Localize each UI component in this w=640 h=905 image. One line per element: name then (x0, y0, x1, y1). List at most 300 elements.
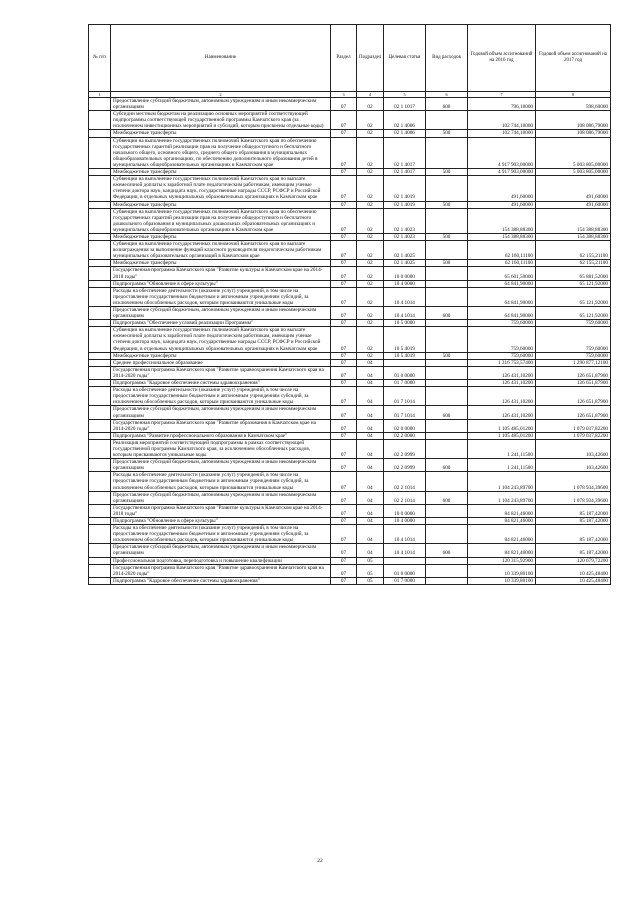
row-name: Предоставление субсидий бюджетным, автономным учреждениям и иным некоммерческим организациям (111, 307, 331, 320)
row-amount-2016: 10 339,80100 (468, 577, 536, 584)
row-razdel: 07 (331, 564, 357, 577)
table-row (89, 176, 611, 201)
row-amount-2016: 84 821,46000 (468, 544, 536, 557)
row-name: Подпрограмма "Кадровое обеспечение системы здравоохранения" (111, 380, 331, 387)
row-amount-2016: 84 821,46000 (468, 504, 536, 517)
row-amount-2017: 65 881,52000 (536, 267, 611, 280)
table-row (89, 419, 611, 432)
row-podrazdel: 04 (357, 387, 384, 406)
row-amount-2017: 65 121,92000 (536, 287, 611, 306)
row-number (89, 564, 111, 577)
row-podrazdel: 02 (357, 280, 384, 287)
row-number (89, 241, 111, 260)
row-statya: 01 0 0000 (384, 366, 426, 379)
table-row (89, 518, 611, 525)
header-podrazdel: Подраздел (357, 25, 384, 92)
row-statya: 02 2 0999 (384, 459, 426, 472)
row-name: Расходы на обеспечение деятельности (оказание услуг) учреждений, в том числе на предоставление государственным бюджетным и автономным учреждениям субсидий, за исключением обособленных расходов, которым присваиваются уникальные коды (111, 287, 331, 306)
row-vid: 500 (426, 260, 468, 267)
row-razdel: 07 (331, 504, 357, 517)
row-vid: 500 (426, 352, 468, 359)
row-amount-2016: 4 917 903,00000 (468, 137, 536, 168)
row-number (89, 201, 111, 208)
row-podrazdel: 04 (357, 359, 384, 366)
row-amount-2016: 64 841,90000 (468, 307, 536, 320)
row-vid (426, 557, 468, 564)
row-amount-2016: 64 841,90000 (468, 280, 536, 287)
row-number (89, 459, 111, 472)
table-row (89, 406, 611, 419)
row-vid (426, 137, 468, 168)
row-name: Среднее профессиональное образование (111, 359, 331, 366)
table-row (89, 280, 611, 287)
row-razdel: 07 (331, 327, 357, 352)
row-number (89, 287, 111, 306)
row-amount-2017: 491,60000 (536, 201, 611, 208)
row-podrazdel: 02 (357, 176, 384, 201)
row-number (89, 176, 111, 201)
row-statya: 02 1 4023 (384, 208, 426, 233)
row-vid: 500 (426, 169, 468, 176)
row-number (89, 267, 111, 280)
row-number (89, 327, 111, 352)
row-razdel: 07 (331, 577, 357, 584)
table-row (89, 491, 611, 504)
row-vid (426, 504, 468, 517)
row-name: Расходы на обеспечение деятельности (оказание услуг) учреждений, в том числе на предоставление государственным бюджетным и автономным учреждениям субсидий, за исключением обособленных расходов, которым присваиваются уникальные коды (111, 387, 331, 406)
row-razdel: 07 (331, 472, 357, 491)
row-amount-2017: 126 651,87900 (536, 406, 611, 419)
table-row (89, 260, 611, 267)
table-body (89, 98, 611, 585)
row-name: Предоставление субсидий бюджетным, автономным учреждениям и иным некоммерческим организациям (111, 459, 331, 472)
row-amount-2016: 120 315,92900 (468, 557, 536, 564)
row-vid (426, 267, 468, 280)
table-row (89, 472, 611, 491)
row-amount-2017: 759,60000 (536, 320, 611, 327)
row-number (89, 504, 111, 517)
header-year-2017: Годовой объем ассигнований на 2017 год (536, 25, 611, 92)
row-vid (426, 525, 468, 544)
row-number (89, 544, 111, 557)
row-name: Подпрограмма "Развитие профессионального образования в Камчатском крае" (111, 432, 331, 439)
budget-table (88, 24, 611, 585)
row-vid (426, 111, 468, 130)
row-statya: 02 1 4017 (384, 169, 426, 176)
row-number (89, 307, 111, 320)
row-amount-2017: 65 121,92000 (536, 280, 611, 287)
row-statya: 10 4 0000 (384, 280, 426, 287)
row-razdel: 07 (331, 544, 357, 557)
row-statya: 02 2 0000 (384, 432, 426, 439)
row-amount-2016: 4 917 903,00000 (468, 169, 536, 176)
row-name: Субвенции на выполнение государственных полномочий Камчатского края по выплате ежемесячной доплаты к заработной плате педагогическим работникам, имеющим ученые степени доктора наук, кандидата наук, государственные награды СССР, РСФСР и Российской Федерации, в отдельных муниципальных образовательных организациях в Камчатском крае (111, 327, 331, 352)
col-num-7: 7 (468, 92, 536, 98)
row-vid (426, 327, 468, 352)
row-podrazdel: 04 (357, 472, 384, 491)
row-amount-2016: 126 431,10200 (468, 366, 536, 379)
row-podrazdel: 02 (357, 267, 384, 280)
row-podrazdel: 04 (357, 491, 384, 504)
row-amount-2017: 1 079 037,82200 (536, 419, 611, 432)
table-row (89, 557, 611, 564)
row-statya: 10 4 0000 (384, 518, 426, 525)
row-name: Подпрограмма "Обновление в сфере культуры" (111, 518, 331, 525)
row-amount-2017: 1 079 037,82200 (536, 432, 611, 439)
row-statya: 02 1 4006 (384, 130, 426, 137)
row-number (89, 280, 111, 287)
row-statya: 10 0 0000 (384, 504, 426, 517)
row-podrazdel: 02 (357, 287, 384, 306)
table-row (89, 432, 611, 439)
row-statya: 10 4 1014 (384, 525, 426, 544)
table-row (89, 525, 611, 544)
row-amount-2016: 126 431,10200 (468, 380, 536, 387)
table-row (89, 287, 611, 306)
row-vid (426, 176, 468, 201)
row-amount-2016: 1 316 753,57400 (468, 359, 536, 366)
row-amount-2017: 5 003 805,00000 (536, 169, 611, 176)
row-podrazdel: 02 (357, 320, 384, 327)
row-razdel: 07 (331, 137, 357, 168)
row-podrazdel: 04 (357, 518, 384, 525)
row-vid (426, 577, 468, 584)
row-amount-2017: 5 003 805,00000 (536, 137, 611, 168)
row-podrazdel: 02 (357, 98, 384, 111)
row-razdel: 07 (331, 380, 357, 387)
row-name: Государственная программа Камчатского края "Развитие здравоохранения Камчатского края на 2014-2020 годы" (111, 564, 331, 577)
row-podrazdel: 02 (357, 137, 384, 168)
row-podrazdel: 02 (357, 307, 384, 320)
table-row (89, 169, 611, 176)
row-statya (384, 359, 426, 366)
row-amount-2017: 108 086,79000 (536, 111, 611, 130)
table-row (89, 459, 611, 472)
row-number (89, 432, 111, 439)
row-name: Межбюджетные трансферты (111, 233, 331, 240)
row-podrazdel: 05 (357, 564, 384, 577)
row-razdel: 07 (331, 439, 357, 458)
row-amount-2017: 759,60000 (536, 352, 611, 359)
row-statya: 01 0 0000 (384, 564, 426, 577)
row-vid (426, 241, 468, 260)
col-num-1: 1 (89, 92, 111, 98)
col-num-8: 8 (536, 92, 611, 98)
row-vid: 600 (426, 98, 468, 111)
row-podrazdel: 02 (357, 111, 384, 130)
table-row (89, 208, 611, 233)
row-vid: 600 (426, 544, 468, 557)
col-num-3: 3 (331, 92, 357, 98)
row-razdel: 07 (331, 260, 357, 267)
row-amount-2016: 102 744,10000 (468, 111, 536, 130)
row-amount-2017: 126 651,87900 (536, 387, 611, 406)
row-amount-2017: 65 121,92000 (536, 307, 611, 320)
row-name: Субвенции на выполнение государственных полномочий Камчатского края по обеспечению государственных гарантий реализации прав на получение общедоступного и бесплатного начального общего, основного общего, среднего общего образования в муниципальных общеобразовательных организациях, по обеспечению дополнительного образования детей в муниципальных общеобразовательных организациях в Камчатском крае (111, 137, 331, 168)
row-podrazdel: 04 (357, 406, 384, 419)
row-statya: 02 2 1014 (384, 491, 426, 504)
table-row (89, 366, 611, 379)
header-statya: Целевая статья (384, 25, 426, 92)
row-amount-2017: 1 078 934,39600 (536, 491, 611, 504)
row-amount-2016: 126 431,10200 (468, 406, 536, 419)
row-amount-2016: 62 160,11100 (468, 260, 536, 267)
row-name: Субсидии местным бюджетам на реализацию основных мероприятий соответствующей подпрограммы соответствующей государственной программы Камчатского края (за исключением инвестиционных мероприятий и субсидий, которым присвоены отдельные коды) (111, 111, 331, 130)
row-statya: 02 1 1017 (384, 98, 426, 111)
table-row (89, 577, 611, 584)
row-razdel: 07 (331, 280, 357, 287)
table-row (89, 130, 611, 137)
row-amount-2017: 103,42600 (536, 439, 611, 458)
row-vid (426, 366, 468, 379)
table-row (89, 504, 611, 517)
row-podrazdel: 02 (357, 130, 384, 137)
row-name: Межбюджетные трансферты (111, 130, 331, 137)
row-amount-2016: 154 388,88300 (468, 233, 536, 240)
row-podrazdel: 02 (357, 208, 384, 233)
row-name: Подпрограмма "Обновление в сфере культуры" (111, 280, 331, 287)
row-number (89, 233, 111, 240)
row-razdel: 07 (331, 459, 357, 472)
row-statya: 02 1 4006 (384, 111, 426, 130)
row-razdel: 07 (331, 518, 357, 525)
row-amount-2017: 108 086,79000 (536, 130, 611, 137)
row-vid: 600 (426, 307, 468, 320)
row-razdel: 07 (331, 419, 357, 432)
row-vid: 500 (426, 233, 468, 240)
row-statya: 02 1 4025 (384, 241, 426, 260)
row-number (89, 111, 111, 130)
row-razdel: 07 (331, 557, 357, 564)
header-year-2016: Годовой объем ассигнований на 2016 год (468, 25, 536, 92)
row-amount-2016: 1 104 243,89700 (468, 491, 536, 504)
table-row (89, 201, 611, 208)
row-name: Межбюджетные трансферты (111, 352, 331, 359)
row-amount-2016: 491,60000 (468, 201, 536, 208)
row-statya: 02 1 4017 (384, 137, 426, 168)
col-num-4: 4 (357, 92, 384, 98)
row-vid (426, 359, 468, 366)
row-amount-2017: 120 679,72200 (536, 557, 611, 564)
row-name: Межбюджетные трансферты (111, 169, 331, 176)
row-podrazdel: 04 (357, 504, 384, 517)
row-razdel: 07 (331, 352, 357, 359)
header-razdel: Раздел (331, 25, 357, 92)
row-vid (426, 287, 468, 306)
row-razdel: 07 (331, 387, 357, 406)
page-number: 22 (317, 858, 323, 864)
row-name: Предоставление субсидий бюджетным, автономным учреждениям и иным некоммерческим организациям (111, 98, 331, 111)
row-number (89, 366, 111, 379)
row-name: Межбюджетные трансферты (111, 201, 331, 208)
table-row (89, 233, 611, 240)
row-vid (426, 518, 468, 525)
row-amount-2016: 154 388,88300 (468, 208, 536, 233)
row-statya: 10 5 4019 (384, 352, 426, 359)
row-razdel: 07 (331, 525, 357, 544)
row-amount-2016: 1 105 485,01200 (468, 432, 536, 439)
table-row (89, 387, 611, 406)
row-name: Профессиональная подготовка, переподготовка и повышение квалификации (111, 557, 331, 564)
row-number (89, 380, 111, 387)
table-row (89, 439, 611, 458)
row-vid (426, 472, 468, 491)
header-vid: Вид расходов (426, 25, 468, 92)
row-podrazdel: 05 (357, 577, 384, 584)
row-number (89, 98, 111, 111)
row-amount-2017: 598,60000 (536, 98, 611, 111)
row-amount-2017: 126 651,87900 (536, 366, 611, 379)
row-vid (426, 419, 468, 432)
row-podrazdel: 04 (357, 459, 384, 472)
row-amount-2016: 1 105 485,01200 (468, 419, 536, 432)
row-name: Субвенции на выполнение государственных полномочий Камчатского края по выплате ежемесячной доплаты к заработной плате педагогическим работникам, имеющим ученые степени доктора наук, кандидата наук, государственные награды СССР, РСФСР и Российской Федерации, в отдельных муниципальных образовательных организациях в Камчатском крае (111, 176, 331, 201)
row-amount-2016: 1 104 243,89700 (468, 472, 536, 491)
row-statya: 02 2 1014 (384, 472, 426, 491)
row-podrazdel: 02 (357, 201, 384, 208)
row-statya: 10 4 1014 (384, 287, 426, 306)
row-amount-2017: 103,42600 (536, 459, 611, 472)
row-vid (426, 432, 468, 439)
table-row (89, 564, 611, 577)
row-razdel: 07 (331, 111, 357, 130)
row-statya: 10 5 0000 (384, 320, 426, 327)
row-vid (426, 380, 468, 387)
row-amount-2016: 64 841,90000 (468, 287, 536, 306)
row-number (89, 491, 111, 504)
table-row (89, 320, 611, 327)
row-amount-2016: 796,10000 (468, 98, 536, 111)
row-razdel: 07 (331, 267, 357, 280)
row-podrazdel: 02 (357, 260, 384, 267)
row-name: Государственная программа Камчатского края "Развитие культуры в Камчатском крае на 2014-2018 годы" (111, 267, 331, 280)
row-statya: 10 5 4019 (384, 327, 426, 352)
row-name: Государственная программа Камчатского края "Развитие культуры в Камчатском крае на 2014-2018 годы" (111, 504, 331, 517)
row-razdel: 07 (331, 98, 357, 111)
row-razdel: 07 (331, 287, 357, 306)
row-statya: 02 1 4023 (384, 233, 426, 240)
row-amount-2016: 759,60000 (468, 327, 536, 352)
row-vid: 500 (426, 130, 468, 137)
row-amount-2016: 759,60000 (468, 352, 536, 359)
row-number (89, 577, 111, 584)
table-row (89, 98, 611, 111)
row-number (89, 406, 111, 419)
row-number (89, 130, 111, 137)
row-vid (426, 564, 468, 577)
row-vid (426, 439, 468, 458)
row-statya: 10 4 1014 (384, 544, 426, 557)
row-amount-2016: 491,60000 (468, 176, 536, 201)
table-row (89, 327, 611, 352)
row-podrazdel: 04 (357, 432, 384, 439)
row-podrazdel: 02 (357, 241, 384, 260)
row-vid (426, 280, 468, 287)
row-name: Субвенции на выполнение государственных полномочий Камчатского края по выплате вознаграждения за выполнение функций классного руководителя педагогическим работникам муниципальных образовательных организаций в Камчатском крае (111, 241, 331, 260)
row-name: Предоставление субсидий бюджетным, автономным учреждениям и иным некоммерческим организациям (111, 406, 331, 419)
row-amount-2017: 1 078 934,39600 (536, 472, 611, 491)
row-name: Субвенции на выполнение государственных полномочий Камчатского края по обеспечению государственных гарантий реализации прав на получение общедоступного и бесплатного дошкольного образования в муниципальных дошкольных образовательных организациях и муниципальных общеобразовательных организациях в Камчатском крае (111, 208, 331, 233)
row-razdel: 07 (331, 233, 357, 240)
table-row (89, 352, 611, 359)
header-name: Наименование (111, 25, 331, 92)
row-number (89, 557, 111, 564)
row-vid (426, 208, 468, 233)
row-amount-2017: 62 155,21100 (536, 241, 611, 260)
row-vid (426, 387, 468, 406)
row-vid: 600 (426, 459, 468, 472)
col-num-5: 5 (384, 92, 426, 98)
row-podrazdel: 05 (357, 557, 384, 564)
row-number (89, 518, 111, 525)
row-name: Реализация мероприятий соответствующей подпрограммы в рамках соответствующей государственной программы Камчатского края, за исключением обособленных расходов, которым присваиваются уникальные коды (111, 439, 331, 458)
row-statya: 01 7 0000 (384, 577, 426, 584)
row-podrazdel: 04 (357, 419, 384, 432)
row-amount-2016: 10 339,80100 (468, 564, 536, 577)
budget-document (88, 24, 610, 585)
row-statya: 02 2 0999 (384, 439, 426, 458)
row-number (89, 419, 111, 432)
row-amount-2016: 65 601,50000 (468, 267, 536, 280)
row-name: Расходы на обеспечение деятельности (оказание услуг) учреждений, в том числе на предоставление государственным бюджетным и автономным учреждениям субсидий, за исключением обособленных расходов, которым присваиваются уникальные коды (111, 472, 331, 491)
row-amount-2016: 84 821,46000 (468, 525, 536, 544)
row-podrazdel: 04 (357, 439, 384, 458)
table-row (89, 380, 611, 387)
table-row (89, 544, 611, 557)
row-razdel: 07 (331, 320, 357, 327)
row-amount-2017: 154 388,88300 (536, 208, 611, 233)
row-amount-2016: 126 431,10200 (468, 387, 536, 406)
row-podrazdel: 04 (357, 380, 384, 387)
row-amount-2016: 759,60000 (468, 320, 536, 327)
col-num-6: 6 (426, 92, 468, 98)
row-amount-2017: 10 425,48400 (536, 564, 611, 577)
row-amount-2017: 10 425,48400 (536, 577, 611, 584)
row-razdel: 07 (331, 201, 357, 208)
row-statya: 01 7 0000 (384, 380, 426, 387)
row-razdel: 07 (331, 241, 357, 260)
row-razdel: 07 (331, 406, 357, 419)
table-row (89, 241, 611, 260)
row-podrazdel: 04 (357, 525, 384, 544)
row-razdel: 07 (331, 130, 357, 137)
row-number (89, 169, 111, 176)
row-amount-2017: 759,60000 (536, 327, 611, 352)
row-razdel: 07 (331, 359, 357, 366)
row-amount-2017: 1 290 877,12100 (536, 359, 611, 366)
row-name: Предоставление субсидий бюджетным, автономным учреждениям и иным некоммерческим организациям (111, 491, 331, 504)
row-name: Подпрограмма "Обеспечение условий реализации Программы" (111, 320, 331, 327)
table-row (89, 267, 611, 280)
row-statya: 02 1 4019 (384, 201, 426, 208)
row-number (89, 359, 111, 366)
row-number (89, 352, 111, 359)
row-amount-2016: 1 241,11500 (468, 459, 536, 472)
row-statya: 10 4 1014 (384, 307, 426, 320)
header-row (89, 25, 611, 92)
row-podrazdel: 04 (357, 366, 384, 379)
row-amount-2016: 1 241,11500 (468, 439, 536, 458)
row-number (89, 208, 111, 233)
row-razdel: 07 (331, 307, 357, 320)
header-number: № п/п (89, 25, 111, 92)
row-razdel: 07 (331, 169, 357, 176)
row-name: Государственная программа Камчатского края "Развитие образования в Камчатском крае на 2014-2020 годы" (111, 419, 331, 432)
row-razdel: 07 (331, 491, 357, 504)
row-razdel: 07 (331, 208, 357, 233)
row-amount-2017: 85 187,42000 (536, 518, 611, 525)
row-vid (426, 320, 468, 327)
